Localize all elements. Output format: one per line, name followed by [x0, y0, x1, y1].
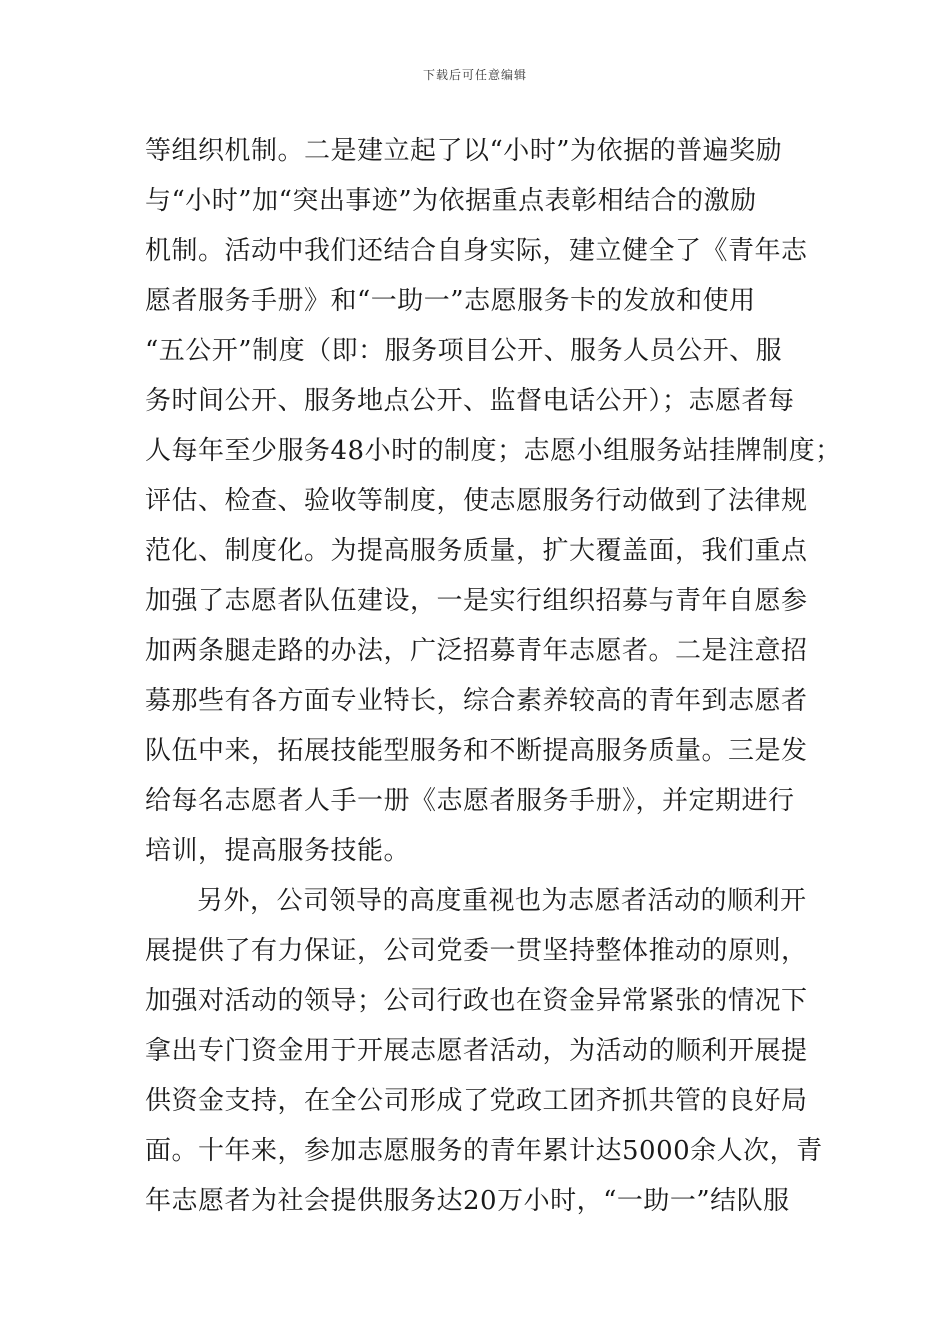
- text-line: 加强了志愿者队伍建设，一是实行组织招募与青年自愿参: [145, 586, 808, 616]
- text-line: 队伍中来，拓展技能型服务和不断提高服务质量。三是发: [145, 736, 808, 766]
- text-line: 愿者服务手册》和“一助一”志愿服务卡的发放和使用: [145, 286, 756, 316]
- text-line: 范化、制度化。为提高服务质量，扩大覆盖面，我们重点: [145, 536, 808, 566]
- text-line: 等组织机制。二是建立起了以“小时”为依据的普遍奖励: [145, 136, 783, 166]
- text-line: 募那些有各方面专业特长，综合素养较高的青年到志愿者: [145, 686, 808, 716]
- text-line: 评估、检查、验收等制度，使志愿服务行动做到了法律规: [145, 486, 808, 516]
- text-line: 供资金支持，在全公司形成了党政工团齐抓共管的良好局: [145, 1086, 808, 1116]
- text-line: 与“小时”加“突出事迹”为依据重点表彰相结合的激励: [145, 186, 757, 216]
- text-line: 年志愿者为社会提供服务达20万小时，“一助一”结队服: [145, 1186, 790, 1216]
- page-header: 下载后可任意编辑: [422, 68, 527, 82]
- text-line: 机制。活动中我们还结合自身实际，建立健全了《青年志: [145, 236, 808, 266]
- text-line: “五公开”制度（即：服务项目公开、服务人员公开、服: [145, 336, 783, 366]
- text-line: 面。十年来，参加志愿服务的青年累计达5000余人次，青: [145, 1136, 823, 1166]
- text-line: 加强对活动的领导；公司行政也在资金异常紧张的情况下: [145, 986, 808, 1016]
- text-line: 给每名志愿者人手一册《志愿者服务手册》，并定期进行: [145, 786, 795, 816]
- text-line: 拿出专门资金用于开展志愿者活动，为活动的顺利开展提: [145, 1036, 808, 1066]
- text-line: 加两条腿走路的办法，广泛招募青年志愿者。二是注意招: [145, 636, 808, 666]
- paragraph-start-line: 另外，公司领导的高度重视也为志愿者活动的顺利开: [197, 886, 807, 916]
- document-body: [145, 126, 842, 1226]
- text-line: 务时间公开、服务地点公开、监督电话公开）；志愿者每: [145, 386, 795, 416]
- text-line: 培训，提高服务技能。: [145, 836, 411, 866]
- text-line: 人每年至少服务48小时的制度；志愿小组服务站挂牌制度；: [145, 436, 842, 466]
- text-line: 展提供了有力保证，公司党委一贯坚持整体推动的原则，: [145, 936, 808, 966]
